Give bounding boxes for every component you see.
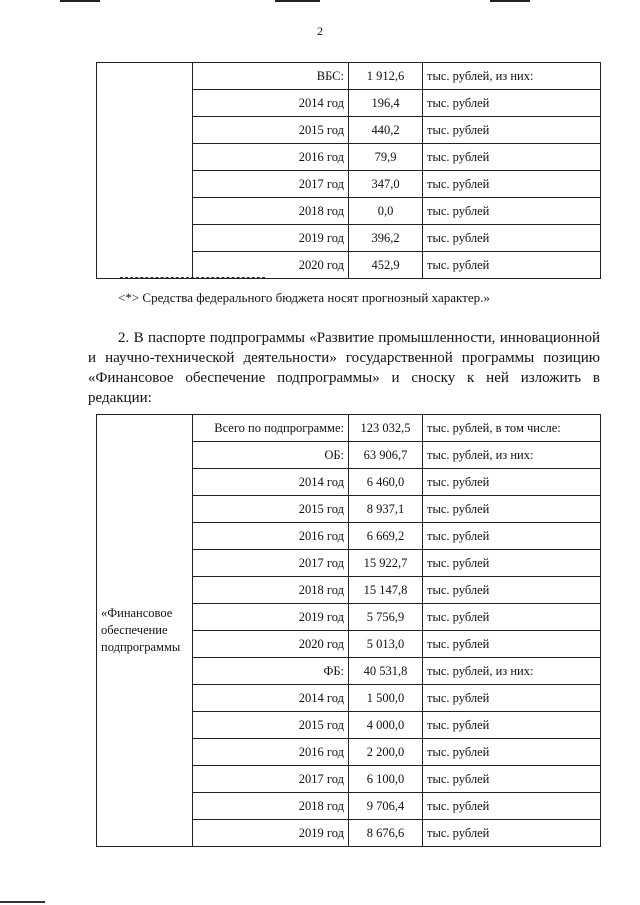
row-value: 347,0 [349,171,423,198]
funding-table-continued [96,62,601,279]
row-unit: тыс. рублей [423,523,601,550]
row-unit: тыс. рублей [423,225,601,252]
row-value: 15 922,7 [349,550,423,577]
row-value: 440,2 [349,117,423,144]
table-title-cell [97,63,193,279]
row-unit: тыс. рублей [423,604,601,631]
row-unit: тыс. рублей [423,198,601,225]
row-label: 2020 год [193,631,349,658]
amendment-paragraph-text: 2. В паспорте подпрограммы «Развитие промышленности, инновационной и научно-технической деятельности» государственной программы позицию «Финансовое обеспечение подпрограммы» и сноску к ней изложить в редакции: [88,330,600,406]
amendment-paragraph [88,328,600,408]
row-value: 9 706,4 [349,793,423,820]
row-label: 2015 год [193,496,349,523]
row-unit: тыс. рублей [423,631,601,658]
top-edge-rule [60,0,530,2]
row-label: 2014 год [193,90,349,117]
bottom-edge-rule [0,901,45,903]
row-unit: тыс. рублей [423,469,601,496]
top-rule-segment [275,0,320,2]
row-label: 2019 год [193,225,349,252]
page-number: 2 [317,24,323,38]
row-label: 2014 год [193,685,349,712]
row-unit: тыс. рублей, из них: [423,442,601,469]
top-rule-segment [490,0,530,2]
row-value: 123 032,5 [349,415,423,442]
row-label: ОБ: [193,442,349,469]
funding-table-subprogram [96,414,601,847]
row-unit: тыс. рублей, из них: [423,63,601,90]
row-value: 40 531,8 [349,658,423,685]
row-value: 4 000,0 [349,712,423,739]
row-label: 2019 год [193,604,349,631]
row-unit: тыс. рублей [423,685,601,712]
row-value: 2 200,0 [349,739,423,766]
row-unit: тыс. рублей [423,766,601,793]
row-unit: тыс. рублей [423,550,601,577]
row-label: 2018 год [193,198,349,225]
row-value: 452,9 [349,252,423,279]
row-unit: тыс. рублей [423,117,601,144]
row-unit: тыс. рублей [423,90,601,117]
row-label: 2016 год [193,144,349,171]
row-unit: тыс. рублей [423,712,601,739]
row-label: ВБС: [193,63,349,90]
row-value: 79,9 [349,144,423,171]
row-label: Всего по подпрограмме: [193,415,349,442]
row-label: 2014 год [193,469,349,496]
row-label: 2018 год [193,793,349,820]
row-value: 196,4 [349,90,423,117]
row-value: 6 460,0 [349,469,423,496]
row-value: 5 013,0 [349,631,423,658]
row-unit: тыс. рублей [423,252,601,279]
table-row [97,63,601,90]
row-unit: тыс. рублей [423,793,601,820]
row-unit: тыс. рублей [423,739,601,766]
row-label: 2017 год [193,171,349,198]
row-value: 5 756,9 [349,604,423,631]
row-label: 2017 год [193,766,349,793]
row-unit: тыс. рублей [423,496,601,523]
row-value: 396,2 [349,225,423,252]
row-label: 2015 год [193,712,349,739]
row-unit: тыс. рублей [423,144,601,171]
row-value: 6 669,2 [349,523,423,550]
row-unit: тыс. рублей [423,820,601,847]
table-row [97,415,601,442]
row-unit: тыс. рублей [423,171,601,198]
row-unit: тыс. рублей, в том числе: [423,415,601,442]
row-value: 1 912,6 [349,63,423,90]
top-rule-segment [60,0,100,2]
row-label: 2018 год [193,577,349,604]
row-label: 2015 год [193,117,349,144]
row-label: 2017 год [193,550,349,577]
row-value: 6 100,0 [349,766,423,793]
row-value: 15 147,8 [349,577,423,604]
row-label: 2016 год [193,739,349,766]
row-value: 8 676,6 [349,820,423,847]
table-title-cell: «Финансовое обеспечение подпрограммы [97,415,193,847]
row-unit: тыс. рублей, из них: [423,658,601,685]
row-unit: тыс. рублей [423,577,601,604]
footnote-separator [120,277,265,278]
row-label: 2019 год [193,820,349,847]
row-value: 8 937,1 [349,496,423,523]
row-label: ФБ: [193,658,349,685]
row-value: 0,0 [349,198,423,225]
footnote-text: <*> Средства федерального бюджета носят прогнозный характер.» [118,290,490,305]
row-label: 2020 год [193,252,349,279]
row-value: 63 906,7 [349,442,423,469]
row-value: 1 500,0 [349,685,423,712]
row-label: 2016 год [193,523,349,550]
